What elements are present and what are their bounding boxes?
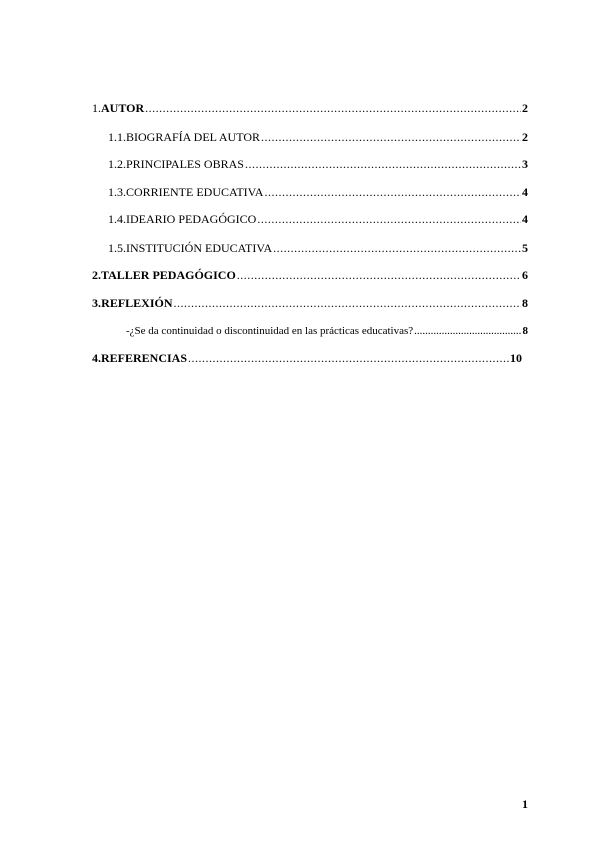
toc-entry-number: 3. (92, 296, 101, 310)
toc-leader-dots (257, 212, 521, 226)
toc-entry-number: 1. (92, 101, 101, 115)
toc-entry-number: 1.5. (108, 241, 126, 255)
toc-entry-number: 1.4. (108, 212, 126, 226)
toc-entry-page: 5 (522, 241, 528, 255)
toc-entry-title: ¿Se da continuidad o discontinuidad en las prácticas educativas? (129, 325, 414, 337)
page-number: 1 (522, 797, 528, 811)
toc-entry-page: 2 (522, 101, 528, 115)
toc-entry-page: 10 (510, 351, 522, 365)
toc-entry-title: BIOGRAFÍA DEL AUTOR (126, 130, 261, 144)
toc-entry-corriente (108, 185, 528, 199)
toc-entry-page: 6 (522, 268, 528, 282)
toc-entry-number: 1.2. (108, 157, 126, 171)
toc-entry-ideario (108, 212, 528, 226)
toc-leader-dots (245, 157, 521, 171)
toc-entry-page: 4 (522, 185, 528, 199)
toc-entry-obras (108, 157, 528, 171)
toc-entry-title: INSTITUCIÓN EDUCATIVA (126, 241, 273, 255)
toc-entry-title: CORRIENTE EDUCATIVA (126, 185, 264, 199)
toc-leader-dots (273, 241, 521, 255)
toc-entry-number: 4. (92, 351, 101, 365)
toc-entry-referencias (92, 351, 522, 365)
toc-entry-bullet: - (126, 325, 130, 337)
toc-entry-title: IDEARIO PEDAGÓGICO (126, 212, 257, 226)
toc-entry-reflexion (92, 296, 528, 310)
toc-entry-page: 4 (522, 212, 528, 226)
toc-leader-dots (188, 351, 509, 365)
toc-entry-title: REFLEXIÓN (101, 296, 173, 310)
toc-entry-page: 3 (522, 157, 528, 171)
toc-entry-title: REFERENCIAS (101, 351, 188, 365)
toc-entry-page: 2 (522, 130, 528, 144)
toc-leader-dots (261, 130, 521, 144)
toc-entry-biografia (108, 130, 528, 144)
toc-leader-dots (174, 296, 521, 310)
toc-entry-title: PRINCIPALES OBRAS (126, 157, 244, 171)
toc-entry-page: 8 (522, 325, 528, 337)
toc-entry-number: 2. (92, 268, 101, 282)
toc-entry-taller (92, 268, 528, 282)
toc-leader-dots (414, 324, 521, 338)
toc-entry-pregunta (126, 324, 528, 338)
toc-entry-title: AUTOR (101, 101, 145, 115)
toc-leader-dots (264, 185, 521, 199)
toc-entry-page: 8 (522, 296, 528, 310)
toc-leader-dots (145, 101, 521, 115)
toc-leader-dots (237, 268, 521, 282)
toc-entry-title: TALLER PEDAGÓGICO (101, 268, 236, 282)
toc-entry-number: 1.1. (108, 130, 126, 144)
toc-entry-number: 1.3. (108, 185, 126, 199)
toc-entry-institucion (108, 241, 528, 255)
toc-entry-autor (92, 101, 528, 115)
